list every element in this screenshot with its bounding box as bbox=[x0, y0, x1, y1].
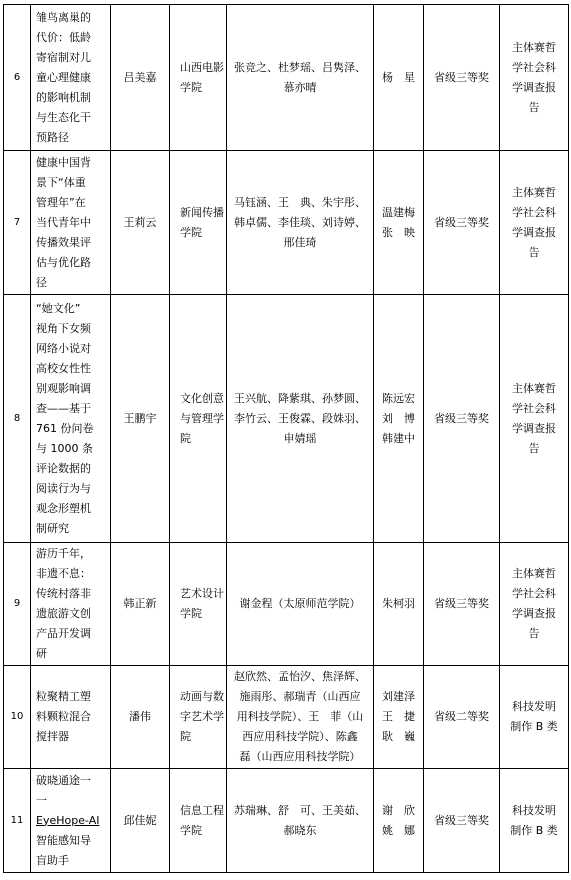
team-leader: 王鹏宇 bbox=[111, 295, 170, 543]
award-level: 省级三等奖 bbox=[424, 151, 500, 295]
team-members-line: 邢佳琦 bbox=[283, 235, 317, 249]
team-leader: 韩正新 bbox=[111, 543, 170, 666]
project-title-line: “她文化” bbox=[36, 301, 81, 315]
team-members-line: 用科技学院）、王 菲（山 bbox=[236, 710, 364, 723]
project-title-line: 观念形塑机 bbox=[36, 501, 91, 515]
team-leader: 邱佳妮 bbox=[111, 769, 170, 873]
project-title-line: 查——基于 bbox=[36, 401, 91, 415]
row-number: 11 bbox=[4, 769, 31, 873]
table-row bbox=[4, 543, 569, 666]
school-name-line: 学院 bbox=[180, 823, 202, 837]
advisors bbox=[374, 295, 424, 543]
row-number: 7 bbox=[4, 151, 31, 295]
project-title-line: 一 bbox=[36, 793, 47, 807]
project-title-line: 代价：低龄 bbox=[36, 30, 91, 44]
project-title-line: 智能感知导 bbox=[36, 833, 91, 847]
competition-category-line: 制作 B 类 bbox=[510, 720, 558, 733]
school-name-line: 艺术设计 bbox=[180, 587, 224, 600]
table-row bbox=[4, 5, 569, 151]
school-name-line: 山西电影 bbox=[180, 60, 224, 74]
team-members-line: 郝晓东 bbox=[283, 823, 317, 837]
team-members-line: 赵欣然、孟怡汐、焦泽辉、 bbox=[234, 670, 366, 683]
competition-category-line: 告 bbox=[528, 627, 540, 640]
project-title-line: 景下“体重 bbox=[36, 175, 86, 189]
project-title bbox=[31, 543, 111, 666]
project-title-line: 管理年”在 bbox=[36, 195, 86, 209]
project-title-line: 视角下女频 bbox=[36, 321, 91, 335]
row-number: 10 bbox=[4, 666, 31, 769]
team-members-line: 施雨彤、郝瑞青（山西应 bbox=[239, 690, 361, 703]
project-title-line: 料颗粒混合 bbox=[36, 710, 91, 723]
project-title-line: 雏鸟离巢的 bbox=[36, 10, 91, 24]
advisors-line: 王 捷 bbox=[382, 710, 415, 723]
award-level: 省级三等奖 bbox=[424, 5, 500, 151]
competition-category-line: 学调查报 bbox=[512, 80, 556, 94]
competition-category-line: 主体赛哲 bbox=[512, 185, 556, 199]
school-name bbox=[170, 295, 227, 543]
project-title-line: 预路径 bbox=[36, 130, 69, 144]
project-title-line: 传统村落非 bbox=[36, 587, 91, 600]
advisors-line: 陈远宏 bbox=[382, 391, 415, 405]
school-name bbox=[170, 769, 227, 873]
competition-category-line: 学调查报 bbox=[512, 225, 556, 239]
school-name-line: 字艺术学 bbox=[180, 710, 224, 723]
team-members-line: 磊（山西应用科技学院） bbox=[239, 750, 361, 763]
advisors-line: 刘建泽 bbox=[382, 690, 415, 703]
project-title-line: 遗旅游文创 bbox=[36, 607, 91, 620]
advisors-line: 朱柯羽 bbox=[382, 597, 415, 610]
competition-category-line: 科技发明 bbox=[512, 803, 556, 817]
team-members bbox=[227, 5, 374, 151]
team-members-line: 西应用科技学院）、陈鑫 bbox=[242, 730, 358, 743]
project-title-line: 寄宿制对儿 bbox=[36, 50, 91, 64]
school-name bbox=[170, 5, 227, 151]
project-title bbox=[31, 666, 111, 769]
project-title-line: 制研究 bbox=[36, 521, 69, 535]
advisors bbox=[374, 666, 424, 769]
competition-category bbox=[500, 151, 569, 295]
advisors bbox=[374, 151, 424, 295]
advisors bbox=[374, 769, 424, 873]
competition-category-line: 学社会科 bbox=[512, 587, 556, 600]
project-title-line: 与 1000 条 bbox=[36, 441, 93, 455]
competition-category-line: 告 bbox=[528, 100, 540, 114]
project-title-line: 粒聚精工塑 bbox=[36, 690, 91, 703]
project-title-line: 传播效果评 bbox=[36, 235, 91, 249]
competition-category-line: 主体赛哲 bbox=[512, 567, 556, 580]
school-name-line: 文化创意 bbox=[180, 391, 224, 405]
table-row bbox=[4, 769, 569, 873]
team-members bbox=[227, 769, 374, 873]
team-members-line: 王兴航、降紫琪、孙梦圆、 bbox=[234, 391, 366, 405]
project-title bbox=[31, 769, 111, 873]
awards-table-body bbox=[4, 5, 569, 873]
advisors-line: 耿 巍 bbox=[382, 730, 415, 743]
competition-category-line: 学调查报 bbox=[512, 607, 556, 620]
advisors-line: 张 映 bbox=[382, 225, 415, 239]
competition-category-line: 学社会科 bbox=[512, 60, 556, 74]
school-name-line: 院 bbox=[180, 730, 191, 743]
team-members bbox=[227, 151, 374, 295]
advisors bbox=[374, 5, 424, 151]
project-title-line: 761 份问卷 bbox=[36, 421, 94, 435]
team-leader: 王莉云 bbox=[111, 151, 170, 295]
competition-category-line: 告 bbox=[528, 441, 540, 455]
project-title-line: 的影响机制 bbox=[36, 90, 91, 104]
team-members-line: 韩卓儒、李佳琰、刘诗婷、 bbox=[234, 215, 366, 229]
project-title-line: 阅读行为与 bbox=[36, 481, 91, 495]
advisors-line: 温建梅 bbox=[382, 205, 415, 219]
competition-category-line: 告 bbox=[528, 245, 540, 259]
school-name-line: 学院 bbox=[180, 607, 202, 620]
project-title-line: 估与优化路 bbox=[36, 255, 91, 269]
project-title-line: 与生态化干 bbox=[36, 110, 91, 124]
competition-category-line: 学社会科 bbox=[512, 401, 556, 415]
table-row bbox=[4, 295, 569, 543]
school-name-line: 新闻传播 bbox=[180, 205, 224, 219]
school-name-line: 动画与数 bbox=[180, 690, 224, 703]
awards-table bbox=[3, 4, 569, 873]
project-title-line: 健康中国背 bbox=[36, 155, 91, 169]
advisors-line: 刘 博 bbox=[382, 411, 415, 425]
school-name-line: 与管理学 bbox=[180, 411, 224, 425]
team-members-line: 申婧瑶 bbox=[283, 431, 317, 445]
award-level: 省级三等奖 bbox=[424, 295, 500, 543]
project-title-line: 盲助手 bbox=[36, 853, 69, 867]
award-level: 省级二等奖 bbox=[424, 666, 500, 769]
project-title-line: EyeHope-AI bbox=[36, 813, 100, 827]
project-title-line: 产品开发调 bbox=[36, 627, 91, 640]
project-title-line: 评论数据的 bbox=[36, 461, 91, 475]
project-title-line: 当代青年中 bbox=[36, 215, 91, 229]
team-members bbox=[227, 295, 374, 543]
project-title-line: 别观影响调 bbox=[36, 381, 91, 395]
table-row bbox=[4, 666, 569, 769]
project-title bbox=[31, 151, 111, 295]
school-name-line: 学院 bbox=[180, 225, 202, 239]
row-number: 9 bbox=[4, 543, 31, 666]
school-name-line: 院 bbox=[180, 431, 191, 445]
competition-category bbox=[500, 5, 569, 151]
school-name bbox=[170, 666, 227, 769]
competition-category-line: 科技发明 bbox=[512, 700, 556, 713]
competition-category bbox=[500, 769, 569, 873]
team-members-line: 谢金程（太原师范学院） bbox=[239, 597, 361, 610]
advisors-line: 杨 星 bbox=[382, 70, 415, 84]
advisors-line: 韩建中 bbox=[382, 431, 415, 445]
competition-category-line: 主体赛哲 bbox=[512, 381, 556, 395]
team-leader: 潘伟 bbox=[111, 666, 170, 769]
team-leader: 吕美嘉 bbox=[111, 5, 170, 151]
school-name-line: 学院 bbox=[180, 80, 202, 94]
team-members-line: 苏瑞琳、舒 可、王美茹、 bbox=[234, 803, 366, 817]
row-number: 8 bbox=[4, 295, 31, 543]
competition-category-line: 学社会科 bbox=[512, 205, 556, 219]
competition-category-line: 制作 B 类 bbox=[510, 823, 558, 837]
team-members bbox=[227, 666, 374, 769]
team-members-line: 慕亦晴 bbox=[283, 80, 317, 94]
team-members bbox=[227, 543, 374, 666]
team-members-line: 马钰涵、王 典、朱宇彤、 bbox=[234, 195, 366, 209]
school-name bbox=[170, 543, 227, 666]
table-row bbox=[4, 151, 569, 295]
team-members-line: 李竹云、王俊霖、段姝羽、 bbox=[234, 411, 366, 425]
project-title-line: 游历千年， bbox=[36, 547, 91, 560]
award-level: 省级三等奖 bbox=[424, 769, 500, 873]
advisors-line: 姚 娜 bbox=[382, 823, 415, 837]
competition-category-line: 主体赛哲 bbox=[512, 40, 556, 54]
project-title-line: 网络小说对 bbox=[36, 341, 91, 355]
competition-category bbox=[500, 543, 569, 666]
project-title-line: 搅拌器 bbox=[36, 730, 69, 743]
project-title-line: 研 bbox=[36, 647, 47, 660]
school-name bbox=[170, 151, 227, 295]
project-title-line: 童心理健康 bbox=[36, 70, 91, 84]
advisors-line: 谢 欣 bbox=[382, 803, 415, 817]
project-title-line: 非遗不息： bbox=[36, 567, 91, 580]
project-title-line: 破晓通途一 bbox=[36, 773, 91, 787]
project-title bbox=[31, 295, 111, 543]
competition-category bbox=[500, 295, 569, 543]
competition-category bbox=[500, 666, 569, 769]
school-name-line: 信息工程 bbox=[180, 803, 224, 817]
project-title-line: 径 bbox=[36, 275, 47, 289]
advisors bbox=[374, 543, 424, 666]
competition-category-line: 学调查报 bbox=[512, 421, 556, 435]
award-level: 省级三等奖 bbox=[424, 543, 500, 666]
row-number: 6 bbox=[4, 5, 31, 151]
team-members-line: 张竞之、杜梦瑶、吕隽泽、 bbox=[234, 60, 366, 74]
project-title bbox=[31, 5, 111, 151]
project-title-line: 高校女性性 bbox=[36, 361, 91, 375]
